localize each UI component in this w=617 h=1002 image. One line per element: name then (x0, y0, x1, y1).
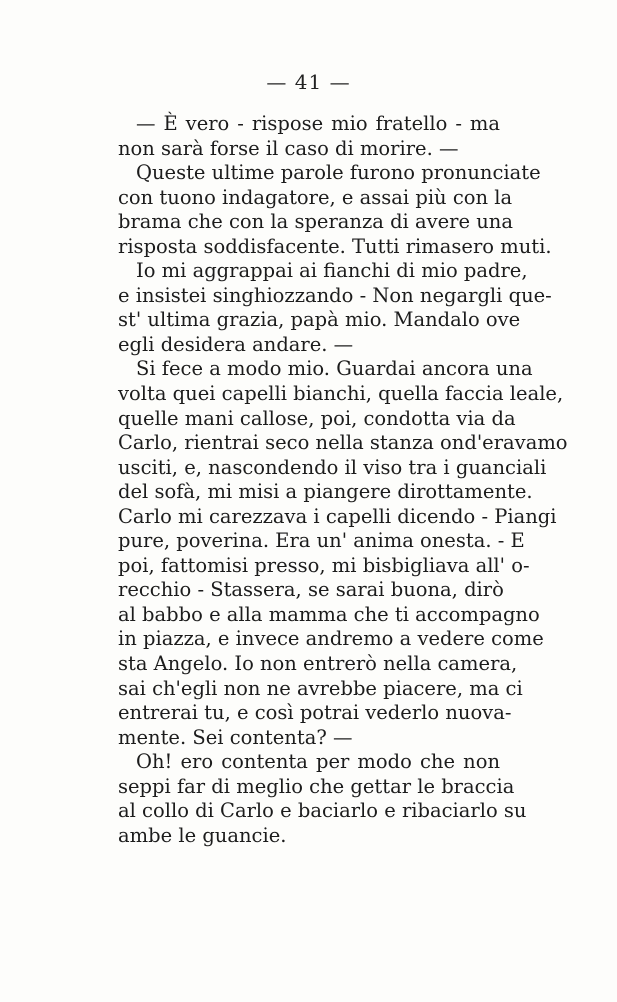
text-line: Carlo, rientrai seco nella stanza ond'eravamo (118, 431, 568, 455)
text-line: Carlo mi carezzava i capelli dicendo - Piangi (118, 504, 557, 528)
page-number: — 41 — (266, 70, 351, 94)
text-line: brama che con la speranza di avere una (118, 210, 513, 234)
text-line: seppi far di meglio che gettar le braccia (118, 774, 515, 798)
text-line: sai ch'egli non ne avrebbe piacere, ma ci (118, 676, 523, 700)
text-line: — È vero - rispose mio fratello - ma (136, 112, 500, 135)
text-line: e insistei singhiozzando - Non negargli que- (118, 283, 552, 307)
text-line: del sofà, mi misi a piangere dirottamente. (118, 480, 533, 504)
text-line: recchio - Stassera, se sarai buona, dirò (118, 578, 504, 602)
text-line: mente. Sei contenta? — (118, 725, 353, 749)
text-line: ambe le guancie. (118, 823, 287, 847)
text-line: non sarà forse il caso di morire. — (118, 136, 459, 160)
text-line: poi, fattomisi presso, mi bisbigliava all' o- (118, 553, 530, 577)
text-line: Queste ultime parole furono pronunciate (136, 161, 541, 185)
text-line: in piazza, e invece andremo a vedere come (118, 627, 544, 651)
text-line: pure, poverina. Era un' anima onesta. - E (118, 529, 525, 553)
text-line: risposta soddisfacente. Tutti rimasero muti. (118, 234, 552, 258)
text-line: volta quei capelli bianchi, quella faccia leale, (118, 382, 564, 406)
text-line: sta Angelo. Io non entrerò nella camera, (118, 652, 518, 676)
text-line: al babbo e alla mamma che ti accompagno (118, 602, 540, 626)
body-text (118, 112, 568, 848)
text-line: al collo di Carlo e baciarlo e ribaciarlo su (118, 799, 527, 823)
text-line: st' ultima grazia, papà mio. Mandalo ove (118, 308, 521, 332)
text-line: entrerai tu, e così potrai vederlo nuova- (118, 701, 512, 725)
text-line: egli desidera andare. — (118, 332, 354, 356)
text-line: Io mi aggrappai ai fianchi di mio padre, (136, 259, 528, 283)
text-line: usciti, e, nascondendo il viso tra i guanciali (118, 455, 547, 479)
text-line: Oh! ero contenta per modo che non (136, 750, 500, 774)
text-line: quelle mani callose, poi, condotta via da (118, 406, 516, 430)
text-line: Si fece a modo mio. Guardai ancora una (136, 357, 533, 381)
text-line: con tuono indagatore, e assai più con la (118, 185, 513, 209)
